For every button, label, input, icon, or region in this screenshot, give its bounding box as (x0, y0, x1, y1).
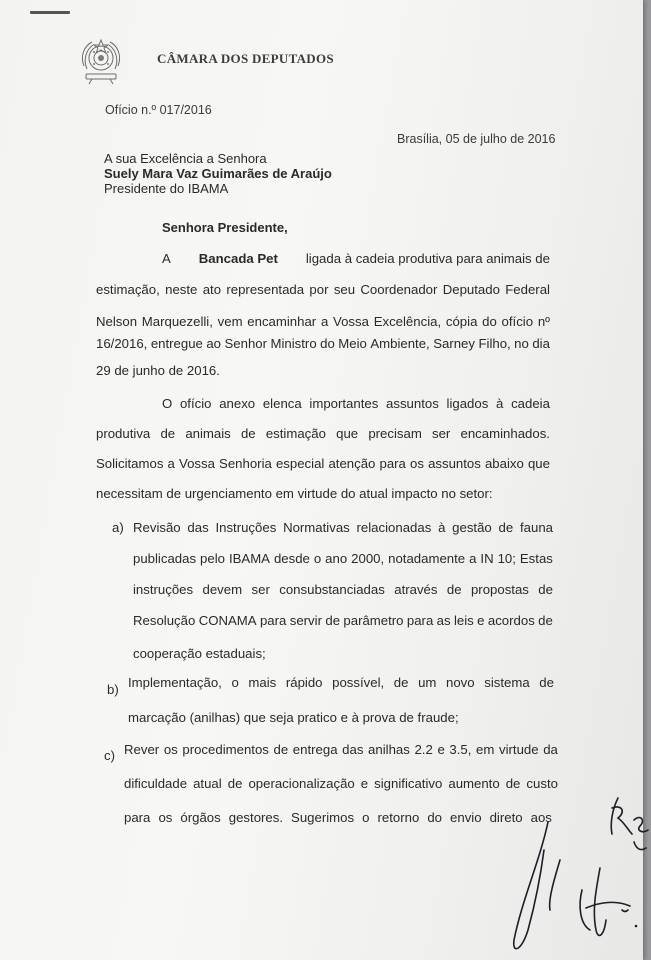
paragraph-1-line: 29 de junho de 2016. (96, 363, 220, 378)
word: para (124, 810, 151, 825)
word: Resolução (133, 613, 196, 628)
word: gestão (452, 520, 492, 535)
word: de (325, 613, 341, 628)
word: possível, (332, 675, 385, 690)
word: rápido (285, 675, 323, 690)
word: Senhor (224, 336, 268, 351)
word: Sugerimos (291, 810, 355, 825)
word: ser (432, 426, 451, 441)
word: Ministro (270, 336, 317, 351)
word: de (240, 426, 256, 441)
word: para (379, 456, 406, 471)
word: de (498, 520, 514, 535)
word: de (393, 675, 409, 690)
paragraph-1-line (96, 282, 550, 297)
word: produtiva (96, 426, 151, 441)
word: e (437, 742, 445, 757)
word: anexo (219, 396, 256, 411)
item-b-marker: b) (107, 682, 119, 697)
word: encaminhados. (460, 426, 550, 441)
word: IN (480, 551, 494, 566)
word: Sarney (433, 336, 475, 351)
paragraph-2-line (162, 396, 550, 411)
word: IBAMA (228, 551, 270, 566)
word: Federal (505, 282, 550, 297)
item-a-line (133, 582, 553, 597)
greeting: Senhora Presidente, (162, 220, 288, 235)
word: fauna (519, 520, 553, 535)
word: o (313, 551, 322, 566)
word: acordos (487, 613, 535, 628)
paragraph-2-line (96, 426, 550, 441)
word: estimação, (96, 282, 160, 297)
word: Estas (519, 551, 553, 566)
word: assuntos (386, 396, 439, 411)
word: operacionalização (248, 776, 355, 791)
word: envio (450, 810, 482, 825)
word: de (539, 675, 554, 690)
brazil-coat-of-arms-icon (78, 36, 124, 86)
word: devem (202, 582, 243, 597)
paragraph-1-line (96, 314, 550, 329)
word: Filho, (478, 336, 511, 351)
word: 16/2016, (96, 336, 148, 351)
word: entregue (150, 336, 203, 351)
word: de (227, 776, 243, 791)
item-a-line (133, 520, 553, 535)
word: da (543, 742, 558, 757)
word: cópia (445, 314, 478, 329)
word: Senhoria (219, 456, 272, 471)
place-date: Brasília, 05 de julho de 2016 (397, 132, 556, 146)
word: encaminhar (247, 314, 317, 329)
word: ofício (501, 314, 534, 329)
word: especial (275, 456, 325, 471)
word: de (505, 776, 521, 791)
word: O (162, 396, 173, 411)
item-a-line (133, 613, 553, 628)
word: à (496, 396, 504, 411)
word: Normativas (283, 520, 350, 535)
word: que (527, 456, 550, 471)
word: do (427, 810, 442, 825)
word: Meio (338, 336, 367, 351)
word: servir (289, 613, 322, 628)
word: pelo (200, 551, 225, 566)
paragraph-1-text: ligada à cadeia produtiva para animais de (305, 251, 550, 266)
word: anilhas (368, 742, 410, 757)
word: que (336, 426, 359, 441)
word: o (231, 675, 239, 690)
word: entrega (292, 742, 338, 757)
word: Coordenador (360, 282, 438, 297)
word: direto (489, 810, 523, 825)
word: elenca (262, 396, 302, 411)
word: Solicitamos (96, 456, 164, 471)
word: um (418, 675, 437, 690)
word: ligados (446, 396, 489, 411)
word: atual (193, 776, 222, 791)
word: gestores. (228, 810, 284, 825)
word: Rever (124, 742, 160, 757)
word: Revisão (133, 520, 181, 535)
word: importantes (309, 396, 379, 411)
word: de (160, 426, 176, 441)
paragraph-1-line-1 (162, 251, 550, 266)
word: ao (206, 336, 222, 351)
item-c-line (124, 810, 552, 825)
paragraph-1-line (96, 336, 550, 351)
word: novo (446, 675, 475, 690)
addressee-role: Presidente do IBAMA (104, 181, 229, 196)
paragraph-2-line: necessitam de urgenciamento em virtude do atual impacto no setor: (96, 486, 493, 501)
word: atenção (328, 456, 376, 471)
word: assuntos (428, 456, 481, 471)
word: Deputado (442, 282, 500, 297)
item-a-line (133, 551, 553, 566)
word: de (273, 742, 289, 757)
word: virtude (498, 742, 539, 757)
word: retorno (377, 810, 420, 825)
word: para (259, 613, 287, 628)
word: órgãos (180, 810, 221, 825)
page-edge-mark (30, 11, 70, 14)
word: nº (537, 314, 550, 329)
word: à (438, 520, 446, 535)
word: de (538, 613, 553, 628)
item-a-line: cooperação estaduais; (133, 646, 266, 661)
word: relacionadas (356, 520, 432, 535)
word: cadeia (511, 396, 550, 411)
word: procedimentos (182, 742, 269, 757)
word: ser (251, 582, 270, 597)
word: os (163, 742, 178, 757)
word: desde (273, 551, 310, 566)
word: dia (532, 336, 550, 351)
paragraph-1-text: A (162, 251, 171, 266)
word: a (320, 314, 329, 329)
word: de (446, 582, 462, 597)
word: aumento (448, 776, 500, 791)
item-c-line (124, 776, 558, 791)
word: ano (325, 551, 348, 566)
word: as (436, 613, 451, 628)
word: Vossa (333, 314, 369, 329)
word: Marquezelli, (141, 314, 213, 329)
item-a-marker: a) (112, 520, 124, 535)
word: Vossa (179, 456, 215, 471)
word: 3.5, (449, 742, 472, 757)
bancada-pet-emphasis: Bancada Pet (198, 251, 278, 266)
word: ato (202, 282, 222, 297)
word: 2.2 (414, 742, 433, 757)
word: Ambiente, (370, 336, 430, 351)
word: dificuldade (124, 776, 188, 791)
paragraph-2-line (96, 456, 550, 471)
word: precisam (368, 426, 422, 441)
word: estimação (265, 426, 326, 441)
word: o (362, 810, 370, 825)
word: vem (217, 314, 243, 329)
word: leis (453, 613, 474, 628)
word: neste (165, 282, 198, 297)
word: e (360, 776, 369, 791)
word: Nelson (96, 314, 138, 329)
addressee-name: Suely Mara Vaz Guimarães de Araújo (104, 166, 332, 181)
addressee-salutation: A sua Excelência a Senhora (104, 151, 267, 166)
document-reference: Ofício n.º 017/2016 (105, 103, 212, 117)
word: CONAMA (198, 613, 257, 628)
word: ofício (179, 396, 212, 411)
word: notadamente (388, 551, 466, 566)
word: a (469, 551, 477, 566)
word: Instruções (215, 520, 277, 535)
word: em (476, 742, 495, 757)
word: para (406, 613, 434, 628)
item-b-line (128, 675, 554, 690)
word: das (342, 742, 364, 757)
word: Implementação, (128, 675, 222, 690)
word: publicadas (133, 551, 197, 566)
word: abaixo (484, 456, 524, 471)
word: a (167, 456, 175, 471)
item-c-line (124, 742, 558, 757)
word: Excelência, (373, 314, 442, 329)
word: das (187, 520, 209, 535)
word: animais (185, 426, 231, 441)
word: os (410, 456, 424, 471)
word: seu (333, 282, 356, 297)
word: do (320, 336, 335, 351)
word: no (514, 336, 529, 351)
word: através (394, 582, 438, 597)
word: 10; (497, 551, 516, 566)
handwritten-signature-icon (500, 790, 651, 960)
word: 2000, (351, 551, 385, 566)
word: os (158, 810, 173, 825)
word: por (309, 282, 329, 297)
word: custo (526, 776, 558, 791)
word: consubstanciadas (279, 582, 385, 597)
item-c-marker: c) (104, 748, 115, 763)
organization-name: CÂMARA DOS DEPUTADOS (157, 51, 334, 66)
word: do (482, 314, 497, 329)
word: aos (530, 810, 552, 825)
word: representada (226, 282, 305, 297)
word: mais (248, 675, 277, 690)
word: instruções (133, 582, 194, 597)
word: significativo (374, 776, 443, 791)
word: propostas (470, 582, 529, 597)
word: sistema (484, 675, 530, 690)
word: parâmetro (343, 613, 404, 628)
word: e (477, 613, 485, 628)
word: de (538, 582, 553, 597)
item-b-line: marcação (anilhas) que seja pratico e à prova de fraude; (128, 710, 459, 725)
